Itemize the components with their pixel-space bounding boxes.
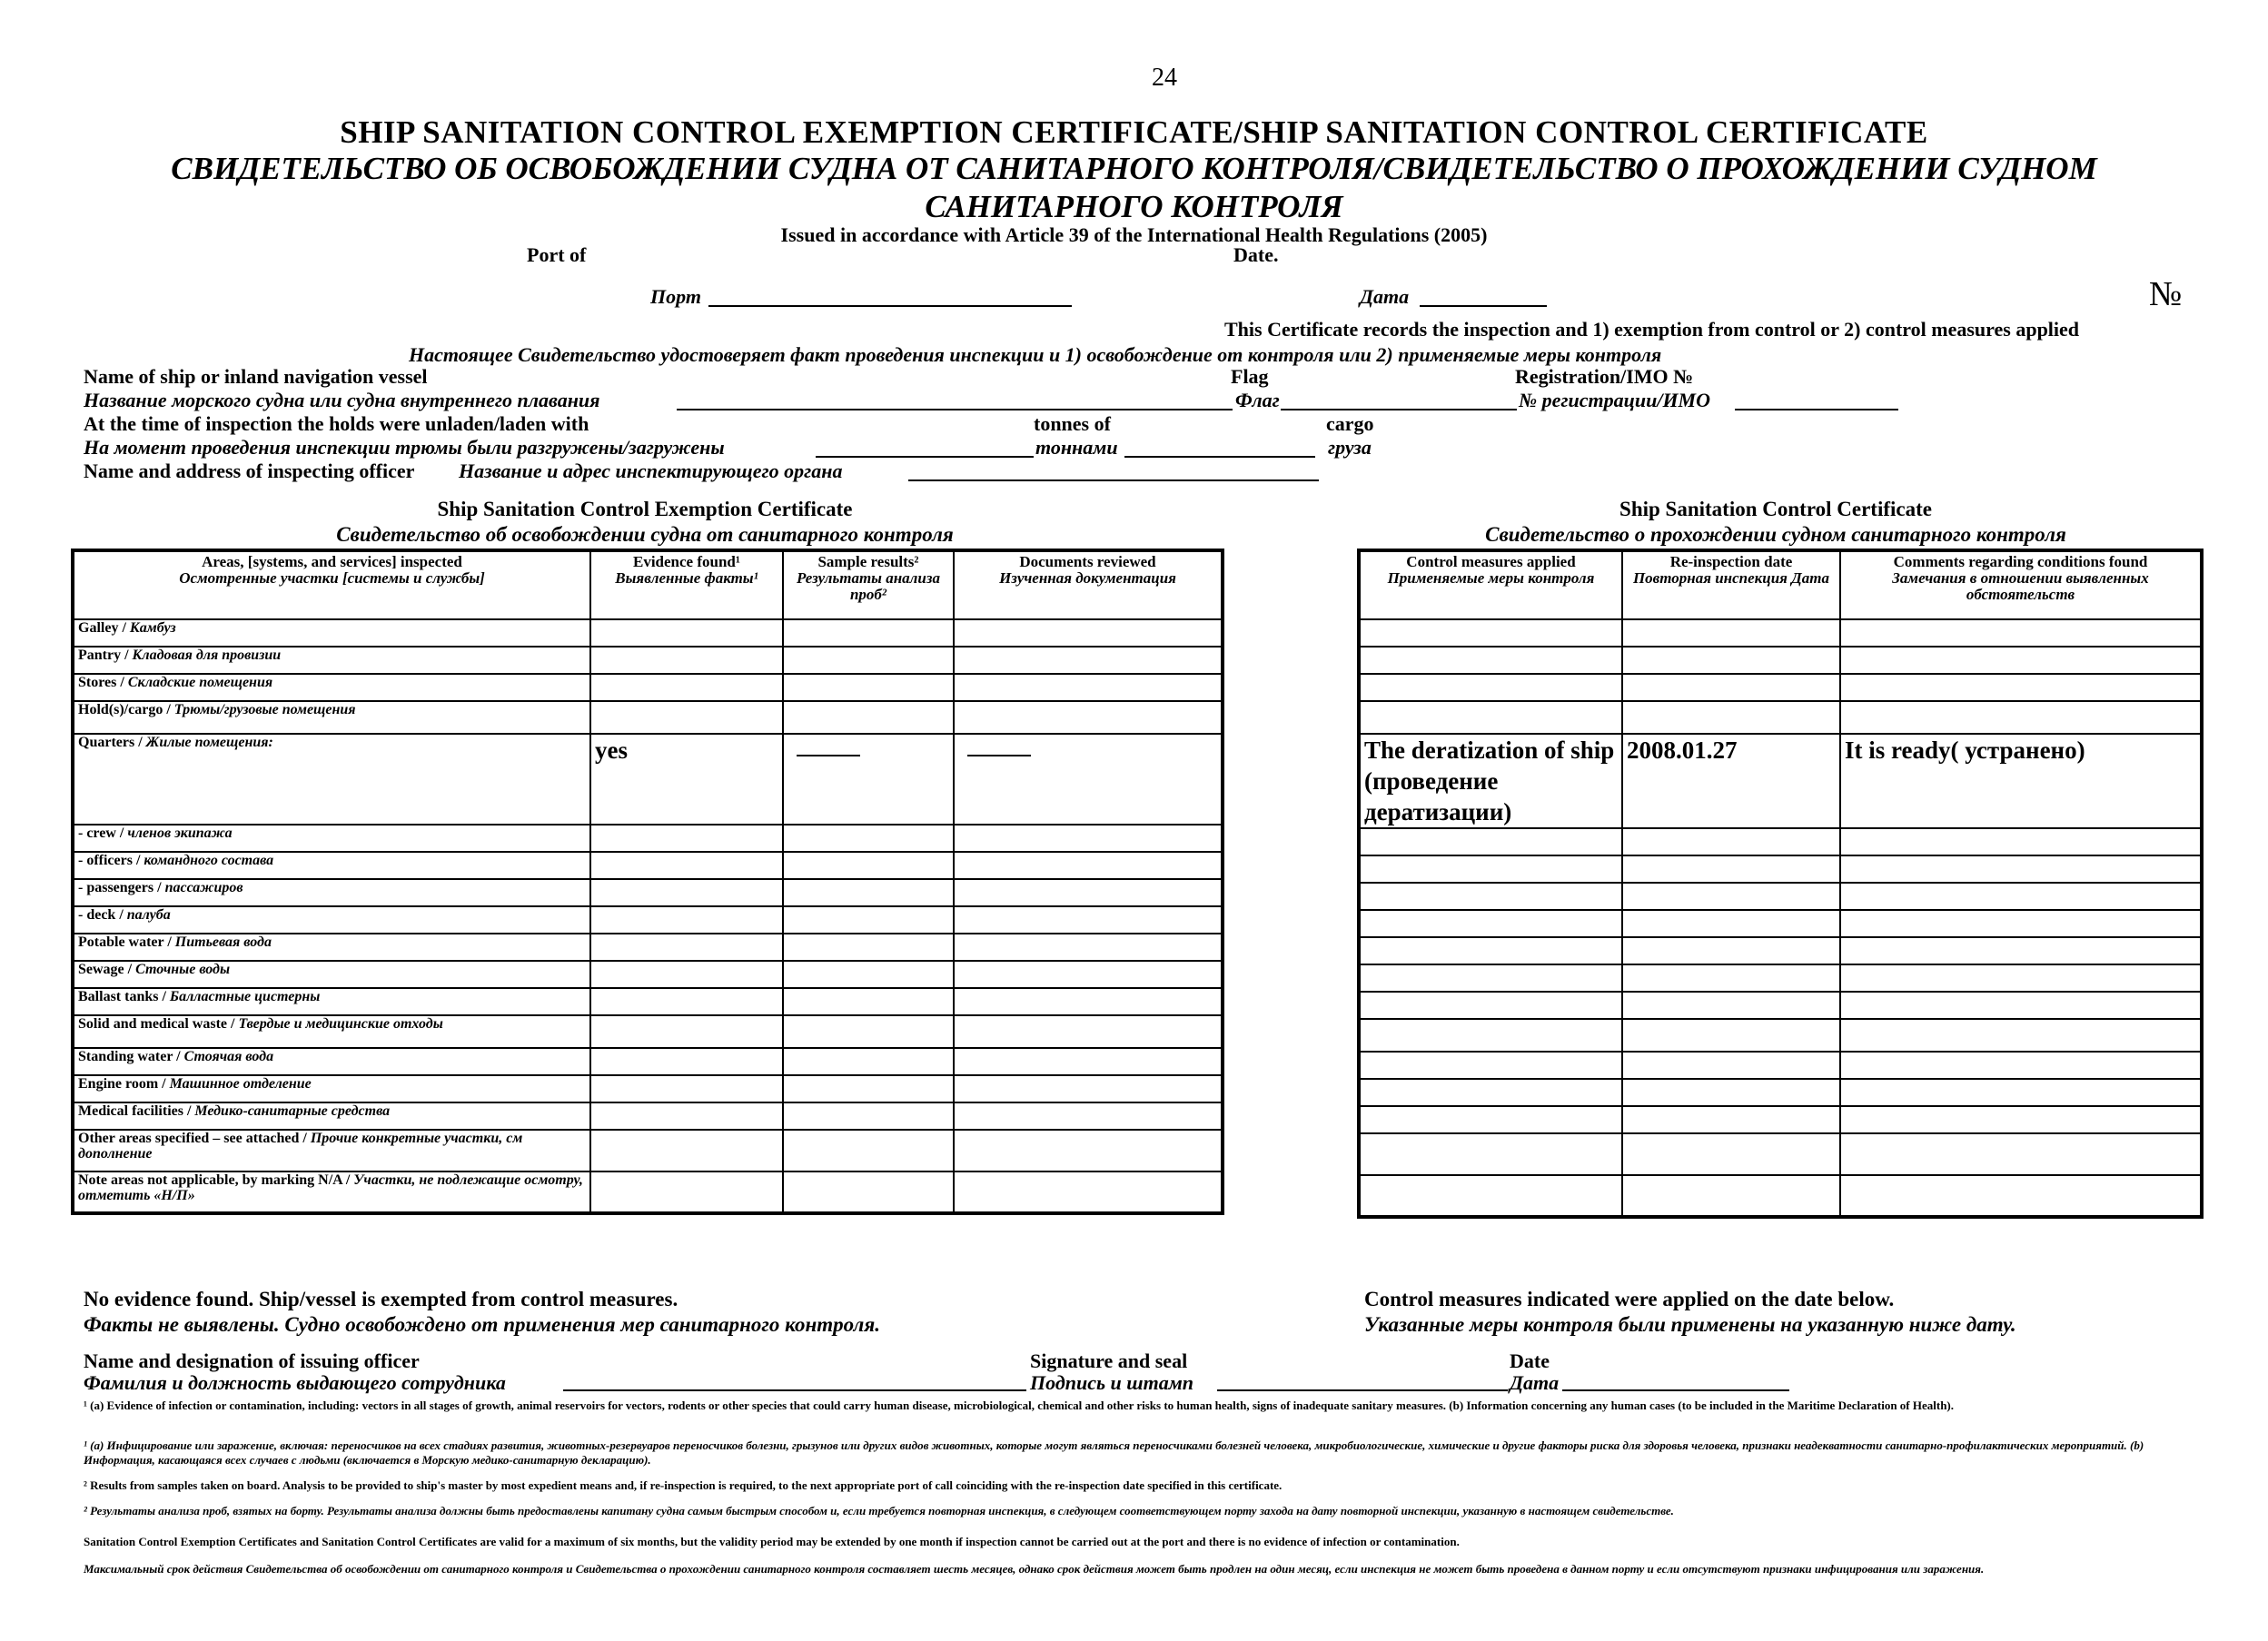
applied-note-en: Control measures indicated were applied on the date below. — [1364, 1288, 1895, 1310]
documents-cell[interactable] — [954, 961, 1223, 988]
comment-cell[interactable] — [1840, 910, 2202, 937]
sample-cell[interactable] — [783, 825, 954, 852]
exemption-section-title-en: Ship Sanitation Control Exemption Certificate — [437, 498, 853, 520]
date-label-en: Date. — [1233, 243, 1279, 266]
area-cell: Other areas specified – see attached / Прочие конкретные участки, см дополнение — [73, 1130, 590, 1171]
column-header-evidence: Evidence found¹ Выявленные факты¹ — [590, 550, 783, 619]
area-cell: - deck / палуба — [73, 906, 590, 934]
documents-cell[interactable] — [954, 934, 1223, 961]
table-row — [1359, 1019, 2202, 1052]
documents-cell[interactable] — [954, 1048, 1223, 1075]
reinspection-date-cell[interactable] — [1622, 910, 1840, 937]
table-row — [73, 1171, 1223, 1213]
comment-cell[interactable] — [1840, 964, 2202, 992]
issuing-officer-label-ru: Фамилия и должность выдающего сотрудника — [84, 1371, 506, 1394]
signature-field[interactable] — [1217, 1373, 1508, 1391]
table-row — [1359, 701, 2202, 734]
table-row — [73, 647, 1223, 674]
area-cell: Sewage / Сточные воды — [73, 961, 590, 988]
sample-cell[interactable] — [783, 701, 954, 734]
table-row — [1359, 828, 2202, 855]
table-row — [73, 879, 1223, 906]
area-cell: Engine room / Машинное отделение — [73, 1075, 590, 1102]
control-measure-cell[interactable] — [1359, 1052, 1622, 1079]
evidence-cell[interactable] — [590, 701, 783, 734]
no-evidence-note-ru: Факты не выявлены. Судно освобождено от применения мер санитарного контроля. — [84, 1313, 880, 1336]
control-measure-cell[interactable] — [1359, 1079, 1622, 1106]
issued-statement: Issued in accordance with Article 39 of the International Health Regulations (2005) — [780, 223, 1488, 246]
signature-label-ru: Подпись и штамп — [1030, 1371, 1194, 1394]
table-row — [73, 1102, 1223, 1130]
control-section-title-en: Ship Sanitation Control Certificate — [1619, 498, 1932, 520]
reinspection-date-cell[interactable] — [1622, 701, 1840, 734]
sample-cell[interactable] — [783, 619, 954, 647]
registration-field[interactable] — [1735, 392, 1898, 410]
evidence-cell[interactable] — [590, 1075, 783, 1102]
table-row — [1359, 964, 2202, 992]
table-row — [1359, 1052, 2202, 1079]
documents-cell[interactable] — [954, 879, 1223, 906]
port-label-ru: Порт — [650, 285, 701, 308]
dash-mark — [797, 755, 860, 756]
area-cell: Potable water / Питьевая вода — [73, 934, 590, 961]
port-field[interactable] — [708, 289, 1072, 307]
record-statement-ru: Настоящее Свидетельство удостоверяет факт проведения инспекции и 1) освобождение от контроля или 2) применяемые меры контроля — [409, 343, 1662, 366]
documents-cell[interactable] — [954, 1075, 1223, 1102]
sample-cell[interactable] — [783, 906, 954, 934]
reinspection-date-cell[interactable] — [1622, 1133, 1840, 1175]
control-measure-cell[interactable] — [1359, 1106, 1622, 1133]
title-russian-line1: СВИДЕТЕЛЬСТВО ОБ ОСВОБОЖДЕНИИ СУДНА ОТ САНИТАРНОГО КОНТРОЛЯ/СВИДЕТЕЛЬСТВО О ПРОХОЖДЕНИИ СУДНОМ — [171, 151, 2097, 186]
area-cell: Solid and medical waste / Твердые и медицинские отходы — [73, 1015, 590, 1048]
ship-name-label-en: Name of ship or inland navigation vessel — [84, 365, 428, 388]
reinspection-date-cell[interactable] — [1622, 1052, 1840, 1079]
footnote-3-en: Sanitation Control Exemption Certificates and Sanitation Control Certificates are valid for a maximum of six months, but the validity period may be extended by one month if inspection cannot be carried out at the port and there is no evidence of infection or contamination. — [84, 1535, 1460, 1548]
port-label-en: Port of — [527, 243, 587, 266]
documents-cell[interactable] — [954, 734, 1223, 825]
reinspection-date-cell[interactable] — [1622, 828, 1840, 855]
sample-cell[interactable] — [783, 1015, 954, 1048]
table-row — [73, 1048, 1223, 1075]
comment-cell[interactable] — [1840, 647, 2202, 674]
table-row — [1359, 1079, 2202, 1106]
evidence-cell[interactable] — [590, 961, 783, 988]
table-row — [73, 825, 1223, 852]
table-row — [1359, 647, 2202, 674]
table-row — [73, 701, 1223, 734]
page-number: 24 — [1152, 64, 1177, 92]
exemption-table — [71, 549, 1224, 1215]
reinspection-date-cell[interactable] — [1622, 1175, 1840, 1217]
control-measure-cell[interactable] — [1359, 1133, 1622, 1175]
table-row — [73, 1075, 1223, 1102]
applied-note-ru: Указанные меры контроля были применены на указанную ниже дату. — [1364, 1313, 2016, 1336]
signature-label-en: Signature and seal — [1030, 1349, 1188, 1372]
comment-cell[interactable] — [1840, 1106, 2202, 1133]
tonnes-label-ru: тоннами — [1035, 436, 1118, 459]
comment-cell[interactable] — [1840, 1079, 2202, 1106]
comment-cell[interactable] — [1840, 674, 2202, 701]
footnote-3-ru: Максимальный срок действия Свидетельства об освобождении от санитарного контроля и Свидетельства о прохождении санитарного контроля составляет шесть месяцев, однако срок действия может быть продлен на один месяц, если инспекция не может быть проведена в данном порту и если отсутствуют признаки инфицирования или заражения. — [84, 1562, 1985, 1576]
table-row — [1359, 937, 2202, 964]
table-row — [1359, 910, 2202, 937]
cargo-label-en: cargo — [1326, 412, 1374, 435]
table-row — [1359, 734, 2202, 828]
area-cell: Galley / Камбуз — [73, 619, 590, 647]
holds-label-ru: На момент проведения инспекции трюмы были разгружены/загружены — [84, 436, 725, 459]
evidence-cell[interactable] — [590, 906, 783, 934]
comment-cell[interactable] — [1840, 828, 2202, 855]
sample-cell[interactable] — [783, 879, 954, 906]
reinspection-date-cell[interactable] — [1622, 992, 1840, 1019]
reinspection-date-cell[interactable] — [1622, 619, 1840, 647]
title-english: SHIP SANITATION CONTROL EXEMPTION CERTIFICATE/SHIP SANITATION CONTROL CERTIFICATE — [340, 114, 1928, 150]
comment-cell[interactable] — [1840, 883, 2202, 910]
sample-cell[interactable] — [783, 734, 954, 825]
documents-cell[interactable] — [954, 1015, 1223, 1048]
control-measure-cell[interactable] — [1359, 828, 1622, 855]
control-measure-cell[interactable] — [1359, 1019, 1622, 1052]
reinspection-date-cell[interactable] — [1622, 647, 1840, 674]
registration-label-en: Registration/IMO № — [1515, 365, 1694, 388]
control-measure-cell[interactable] — [1359, 701, 1622, 734]
documents-cell[interactable] — [954, 674, 1223, 701]
flag-label-ru: Флаг — [1235, 389, 1280, 411]
table-row — [73, 619, 1223, 647]
area-cell: Note areas not applicable, by marking N/A / Участки, не подлежащие осмотру, отметить «Н/П» — [73, 1171, 590, 1213]
control-measure-cell[interactable] — [1359, 964, 1622, 992]
documents-cell[interactable] — [954, 1102, 1223, 1130]
evidence-cell[interactable] — [590, 852, 783, 879]
table-row — [1359, 883, 2202, 910]
table-row — [73, 1015, 1223, 1048]
table-row — [73, 906, 1223, 934]
evidence-cell[interactable] — [590, 988, 783, 1015]
area-cell: Stores / Складские помещения — [73, 674, 590, 701]
area-cell: Quarters / Жилые помещения: — [73, 734, 590, 825]
footnote-1-ru: ¹ (a) Инфицирование или заражение, включая: переносчиков на всех стадиях развития, животных-резервуаров переносчиков болезни, грызунов или других видов животных, которые могут являться переносчиками болезней человека, микробиологические, химические и другие факторы риска для здоровья человека, признаки неадекватности санитарно-профилактических мероприятий. (b) Информация, касающаяся всех случаев с людьми (включается в Морскую медико-санитарную декларацию). — [84, 1438, 2144, 1467]
reinspection-date-cell[interactable] — [1622, 1019, 1840, 1052]
comment-cell[interactable] — [1840, 992, 2202, 1019]
area-cell: Hold(s)/cargo / Трюмы/грузовые помещения — [73, 701, 590, 734]
evidence-cell[interactable]: yes — [590, 734, 783, 825]
comment-cell[interactable] — [1840, 1052, 2202, 1079]
control-measure-cell[interactable] — [1359, 619, 1622, 647]
sample-cell[interactable] — [783, 852, 954, 879]
evidence-cell[interactable] — [590, 674, 783, 701]
column-header-control-measures: Control measures applied Применяемые меры контроля — [1359, 550, 1622, 619]
documents-cell[interactable] — [954, 1130, 1223, 1171]
sample-cell[interactable] — [783, 961, 954, 988]
reinspection-date-cell[interactable] — [1622, 883, 1840, 910]
ship-name-label-ru: Название морского судна или судна внутреннего плавания — [84, 389, 600, 411]
sample-cell[interactable] — [783, 647, 954, 674]
table-row — [73, 674, 1223, 701]
control-measure-cell[interactable] — [1359, 674, 1622, 701]
control-section-title-ru: Свидетельство о прохождении судном санитарного контроля — [1485, 523, 2066, 546]
footnote-2-ru: ² Результаты анализа проб, взятых на борту. Результаты анализа должны быть предоставлены капитану судна самым быстрым способом и, если требуется повторная инспекция, в следующем соответствующем порту захода на дату повторной инспекции, указанную в настоящем свидетельстве. — [84, 1504, 1674, 1517]
control-measure-cell[interactable] — [1359, 883, 1622, 910]
dash-mark — [967, 755, 1031, 756]
sample-cell[interactable] — [783, 988, 954, 1015]
footnote-1-en: ¹ (a) Evidence of infection or contamination, including: vectors in all stages of growth, animal reservoirs for vectors, rodents or other species that could carry human disease, microbiological, chemical and other risks to human health, signs of inadequate sanitary measures. (b) Information concerning any human cases (to be included in the Maritime Declaration of Health). — [84, 1399, 1955, 1412]
table-row — [73, 988, 1223, 1015]
reinspection-date-cell[interactable] — [1622, 1106, 1840, 1133]
officer-field[interactable] — [908, 463, 1319, 481]
issuing-officer-label-en: Name and designation of issuing officer — [84, 1349, 420, 1372]
comment-cell[interactable] — [1840, 1175, 2202, 1217]
control-measure-cell[interactable] — [1359, 992, 1622, 1019]
cargo-label-ru: груза — [1328, 436, 1372, 459]
officer-label-en: Name and address of inspecting officer — [84, 460, 415, 482]
area-cell: - passengers / пассажиров — [73, 879, 590, 906]
no-evidence-note-en: No evidence found. Ship/vessel is exempted from control measures. — [84, 1288, 678, 1310]
exemption-section-title-ru: Свидетельство об освобождении судна от санитарного контроля — [336, 523, 954, 546]
area-cell: Standing water / Стоячая вода — [73, 1048, 590, 1075]
table-row — [73, 934, 1223, 961]
table-row — [1359, 619, 2202, 647]
comment-cell[interactable] — [1840, 937, 2202, 964]
table-row — [73, 961, 1223, 988]
date-label-ru: Дата — [1360, 285, 1410, 308]
column-header-reinspection-date: Re-inspection date Повторная инспекция Дата — [1622, 550, 1840, 619]
reinspection-date-cell[interactable] — [1622, 1079, 1840, 1106]
table-row — [73, 1130, 1223, 1171]
sample-cell[interactable] — [783, 1171, 954, 1213]
evidence-cell[interactable] — [590, 825, 783, 852]
evidence-cell[interactable] — [590, 879, 783, 906]
sample-cell[interactable] — [783, 1048, 954, 1075]
issue-date-label-en: Date — [1510, 1349, 1550, 1372]
evidence-cell[interactable] — [590, 1015, 783, 1048]
table-row — [1359, 1106, 2202, 1133]
holds-label-en: At the time of inspection the holds were unladen/laden with — [84, 412, 589, 435]
control-measure-cell[interactable] — [1359, 910, 1622, 937]
reinspection-date-cell[interactable] — [1622, 964, 1840, 992]
table-row — [73, 852, 1223, 879]
footnote-2-en: ² Results from samples taken on board. Analysis to be provided to ship's master by most expedient means and, if re-inspection is required, to the next appropriate port of call coinciding with the re-inspection date specified in this certificate. — [84, 1478, 1283, 1492]
sample-cell[interactable] — [783, 1102, 954, 1130]
issue-date-label-ru: Дата — [1510, 1371, 1560, 1394]
officer-label-ru: Название и адрес инспектирующего органа — [459, 460, 843, 482]
evidence-cell[interactable] — [590, 934, 783, 961]
comment-cell[interactable] — [1840, 855, 2202, 883]
control-measure-cell[interactable] — [1359, 855, 1622, 883]
documents-cell[interactable] — [954, 701, 1223, 734]
reinspection-date-cell[interactable] — [1622, 937, 1840, 964]
column-header-comments: Comments regarding conditions found Замечания в отношении выявленных обстоятельств — [1840, 550, 2202, 619]
documents-cell[interactable] — [954, 906, 1223, 934]
flag-field[interactable] — [1281, 392, 1517, 410]
documents-cell[interactable] — [954, 1171, 1223, 1213]
table-row — [1359, 1175, 2202, 1217]
sample-cell[interactable] — [783, 674, 954, 701]
table-row — [1359, 855, 2202, 883]
title-russian-line2: САНИТАРНОГО КОНТРОЛЯ — [925, 189, 1343, 224]
documents-cell[interactable] — [954, 825, 1223, 852]
reinspection-date-cell[interactable] — [1622, 674, 1840, 701]
tonnes-field[interactable] — [1124, 440, 1315, 458]
area-cell: Medical facilities / Медико-санитарные средства — [73, 1102, 590, 1130]
date-field[interactable] — [1420, 289, 1547, 307]
documents-cell[interactable] — [954, 647, 1223, 674]
control-measure-cell[interactable] — [1359, 1175, 1622, 1217]
holds-field[interactable] — [816, 440, 1034, 458]
record-statement-en: This Certificate records the inspection and 1) exemption from control or 2) control measures applied — [1224, 318, 2080, 341]
column-header-sample-results: Sample results² Результаты анализа проб² — [783, 550, 954, 619]
area-cell: Pantry / Кладовая для провизии — [73, 647, 590, 674]
number-sign: № — [2149, 275, 2183, 313]
control-measure-cell[interactable] — [1359, 937, 1622, 964]
comment-cell[interactable] — [1840, 701, 2202, 734]
ship-name-field[interactable] — [677, 392, 1233, 410]
table-row — [1359, 674, 2202, 701]
column-header-documents: Documents reviewed Изученная документация — [954, 550, 1223, 619]
evidence-cell[interactable] — [590, 1171, 783, 1213]
comment-cell[interactable] — [1840, 1019, 2202, 1052]
evidence-cell[interactable] — [590, 1130, 783, 1171]
evidence-cell[interactable] — [590, 647, 783, 674]
evidence-cell[interactable] — [590, 1102, 783, 1130]
table-row — [1359, 1133, 2202, 1175]
area-cell: Ballast tanks / Балластные цистерны — [73, 988, 590, 1015]
registration-label-ru: № регистрации/ИМО — [1519, 389, 1711, 411]
control-measure-cell[interactable] — [1359, 647, 1622, 674]
control-table — [1357, 549, 2204, 1219]
comment-cell[interactable] — [1840, 619, 2202, 647]
sample-cell[interactable] — [783, 1075, 954, 1102]
evidence-cell[interactable] — [590, 619, 783, 647]
area-cell: - officers / командного состава — [73, 852, 590, 879]
comment-cell[interactable]: It is ready( устранено) — [1840, 734, 2202, 828]
comment-cell[interactable] — [1840, 1133, 2202, 1175]
column-header-areas: Areas, [systems, and services] inspected Осмотренные участки [системы и службы] — [73, 550, 590, 619]
flag-label-en: Flag — [1231, 365, 1269, 388]
tonnes-label-en: tonnes of — [1034, 412, 1111, 435]
reinspection-date-cell[interactable] — [1622, 855, 1840, 883]
issue-date-field[interactable] — [1562, 1373, 1789, 1391]
reinspection-date-cell[interactable]: 2008.01.27 — [1622, 734, 1840, 828]
documents-cell[interactable] — [954, 988, 1223, 1015]
area-cell: - crew / членов экипажа — [73, 825, 590, 852]
issuing-officer-field[interactable] — [563, 1373, 1026, 1391]
table-row — [1359, 992, 2202, 1019]
documents-cell[interactable] — [954, 619, 1223, 647]
evidence-cell[interactable] — [590, 1048, 783, 1075]
control-measure-cell[interactable]: The deratization of ship (проведение дератизации) — [1359, 734, 1622, 828]
sample-cell[interactable] — [783, 1130, 954, 1171]
documents-cell[interactable] — [954, 852, 1223, 879]
table-row — [73, 734, 1223, 825]
sample-cell[interactable] — [783, 934, 954, 961]
